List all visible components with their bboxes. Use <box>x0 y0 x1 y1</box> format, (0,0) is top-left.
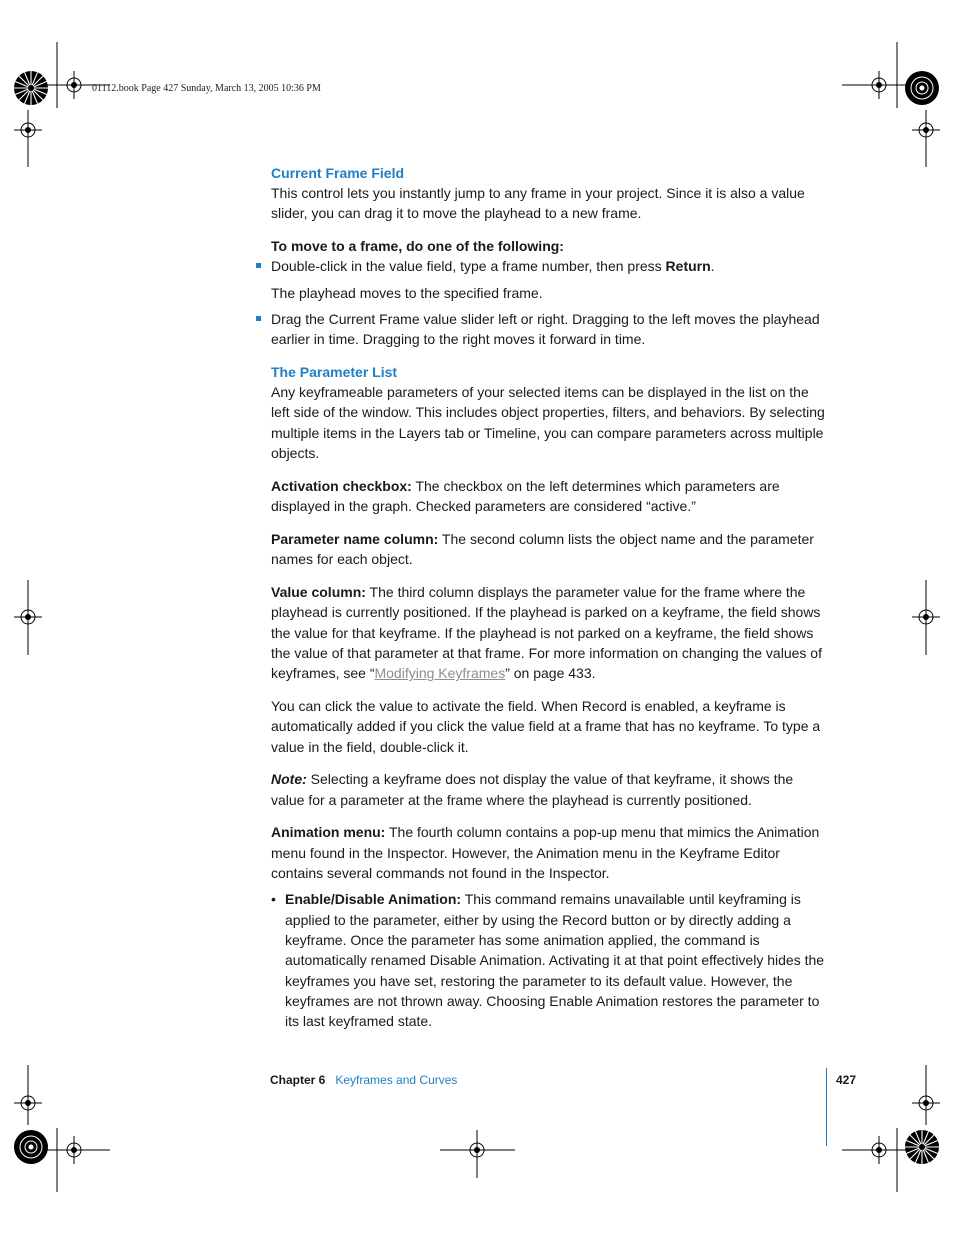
animation-menu-paragraph <box>271 822 827 883</box>
footer-divider <box>826 1068 827 1146</box>
value-column-paragraph <box>271 582 827 683</box>
step-2 <box>271 309 827 350</box>
print-slug: 01112.book Page 427 Sunday, March 13, 2005 10:36 PM <box>92 83 321 94</box>
activation-term: Activation checkbox: <box>271 477 412 494</box>
bullet-icon: • <box>271 891 276 908</box>
note-paragraph <box>271 769 827 810</box>
parameter-name-text: The second column lists the object name and the parameter names for each object. <box>271 530 814 568</box>
step-1-text: Double-click in the value field, type a frame number, then press <box>271 258 666 275</box>
step-2-text: Drag the Current Frame value slider left or right. Dragging to the left moves the playhead earlier in time. Dragging to the right moves it forward in time. <box>271 310 820 348</box>
section-heading-parameter-list: The Parameter List <box>271 364 398 381</box>
note-term: Note: <box>271 771 307 788</box>
chapter-number: Chapter 6 <box>270 1073 326 1087</box>
parameter-name-term: Parameter name column: <box>271 530 439 547</box>
square-bullet-icon <box>256 316 261 321</box>
value-column-term: Value column: <box>271 583 366 600</box>
return-key-label: Return <box>665 258 711 275</box>
animation-menu-text: The fourth column contains a pop-up menu that mimics the Animation menu found in the Inspector. However, the Animation menu in the Keyframe Editor contains several commands not found in the Inspector. <box>271 824 820 882</box>
note-text: Selecting a keyframe does not display the value of that keyframe, it shows the value for a parameter at the frame where the playhead is currently positioned. <box>271 771 794 808</box>
value-column-text: The third column displays the parameter value for the frame where the playhead is currently positioned. If the playhead is parked on a keyframe, the field shows the value for that keyframe. If the playhead is not parked on a keyframe, the field shows the value of that parameter at that frame. For more information on changing the values of keyframes, see “ <box>271 583 822 682</box>
step-1-end: . <box>710 258 715 275</box>
click-value-paragraph: You can click the value to activate the field. When Record is enabled, a keyframe is automatically added if you click the value field at a frame that has no keyframe. To type a value in the field, double-click it. <box>271 697 821 755</box>
step-1 <box>271 256 827 276</box>
animation-menu-term: Animation menu: <box>271 824 386 841</box>
enable-disable-term: Enable/Disable Animation: <box>285 891 462 908</box>
step-1-result: The playhead moves to the specified frame. <box>271 284 543 301</box>
page-body <box>271 163 827 1031</box>
current-frame-intro: This control lets you instantly jump to any frame in your project. Since it is also a value slider, you can drag it to move the playhead to a new frame. <box>271 185 805 222</box>
modifying-keyframes-link[interactable]: Modifying Keyframes <box>374 665 506 682</box>
section-heading-current-frame: Current Frame Field <box>271 165 405 181</box>
enable-disable-text: This command remains unavailable until keyframing is applied to the parameter, either by using the Record button or by directly adding a keyframe. Once the parameter has some animation applied, the command is automatically renamed Disable Animation. Activating it at that point effectively hides the keyframes you have set, restoring the parameter to its default value. However, the keyframes are not thrown away. Choosing Enable Animation restores the parameter to its last keyframed state. <box>285 891 825 1030</box>
chapter-title: Keyframes and Curves <box>335 1073 458 1087</box>
value-column-after: ” on page 433. <box>505 665 596 682</box>
footer-chapter <box>270 1073 457 1087</box>
enable-disable-animation-item <box>271 889 827 1031</box>
square-bullet-icon <box>256 263 261 268</box>
parameter-list-intro: Any keyframeable parameters of your selected items can be displayed in the list on the left side of the window. This includes object properties, filters, and behaviors. By selecting multiple items in the Layers tab or Timeline, you can compare parameters across multiple objects. <box>271 384 825 461</box>
parameter-name-paragraph <box>271 529 827 570</box>
task-heading: To move to a frame, do one of the following: <box>271 238 564 255</box>
activation-text: The checkbox on the left determines which parameters are displayed in the graph. Checked parameters are considered “active.” <box>271 477 780 515</box>
page-number: 427 <box>836 1073 857 1087</box>
activation-checkbox-paragraph <box>271 476 827 517</box>
